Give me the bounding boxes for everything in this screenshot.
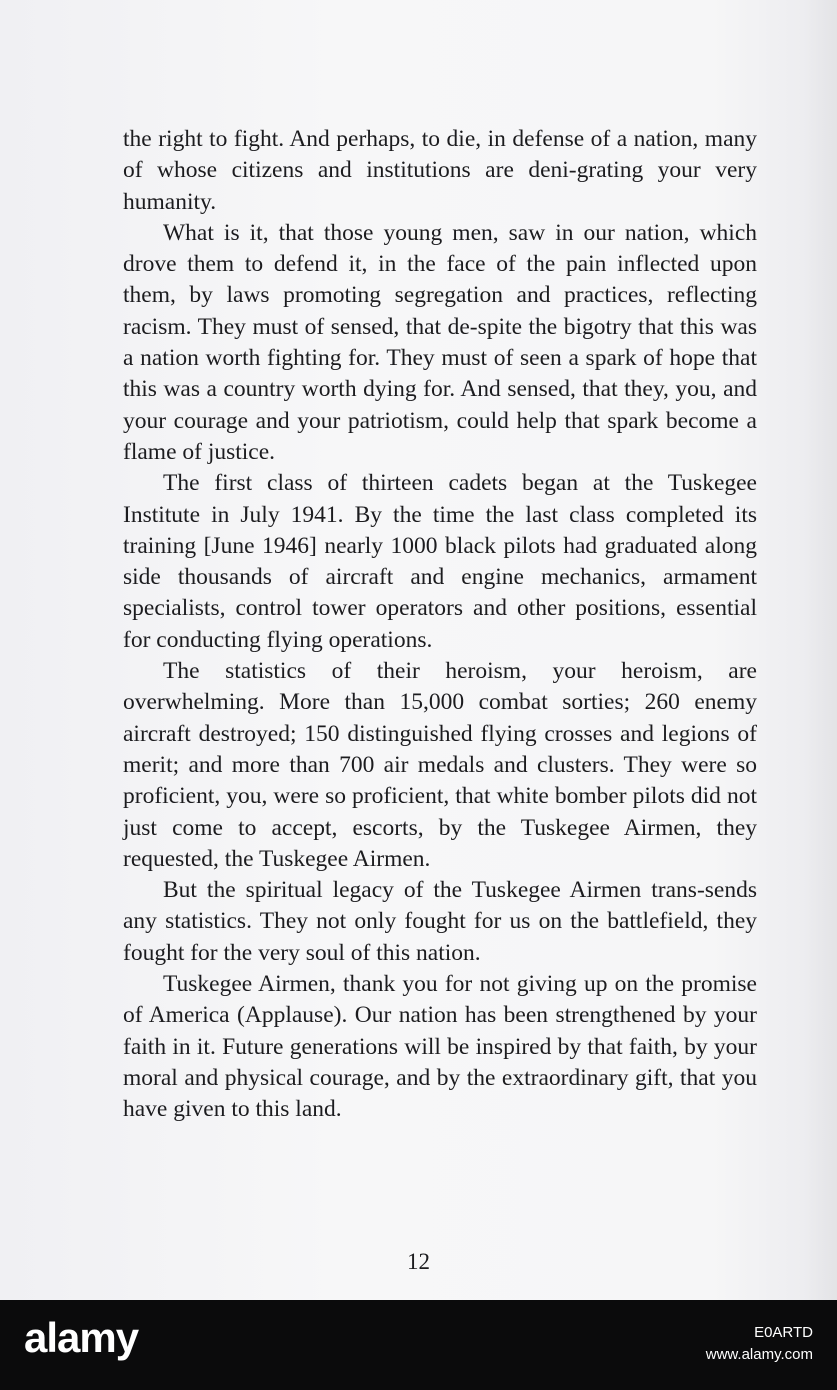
paragraph-3: The first class of thirteen cadets began at the Tuskegee Institute in July 1941. By the time the last class completed its training [June 1946] nearly 1000 black pilots had graduated along side thousands of aircraft and engine mechanics, armament specialists, control tower operators and other positions, essential for conducting flying operations. <box>123 470 757 653</box>
paragraph-4: The statistics of their heroism, your heroism, are overwhelming. More than 15,000 combat sorties; 260 enemy aircraft destroyed; 150 distinguished flying crosses and legions of merit; and more than 700 air medals and clusters. They were so proficient, you, were so proficient, that white bomber pilots did not just come to accept, escorts, by the Tuskegee Airmen, they requested, the Tuskegee Airmen. <box>123 658 757 872</box>
paragraph-6: Tuskegee Airmen, thank you for not giving up on the promise of America (Applause). Our nation has been strengthened by your faith in it. Future generations will be inspired by that faith, by your moral and physical courage, and by the extraordinary gift, that you have given to this land. <box>123 971 757 1123</box>
paragraph-1: the right to fight. And perhaps, to die, in defense of a nation, many of whose citizens and institutions are deni-grating your very humanity. <box>123 126 757 215</box>
alamy-logo: alamy <box>24 1314 139 1361</box>
watermark-footer <box>0 1300 837 1390</box>
page-number: 12 <box>407 1249 430 1274</box>
image-id-block <box>706 1322 813 1366</box>
image-id: E0ARTD <box>754 1324 813 1341</box>
site-url: www.alamy.com <box>705 1346 813 1363</box>
paragraph-2: What is it, that those young men, saw in our nation, which drove them to defend it, in the face of the pain inflected upon them, by laws promoting segregation and practices, reflecting racism. They must of sensed, that de-spite the bigotry that this was a nation worth fighting for. They must of seen a spark of hope that this was a country worth dying for. And sensed, that they, you, and your courage and your patriotism, could help that spark become a flame of justice. <box>123 219 757 465</box>
paragraph-5: But the spiritual legacy of the Tuskegee Airmen trans-sends any statistics. They not only fought for us on the battlefield, they fought for the very soul of this nation. <box>123 877 757 966</box>
page-body <box>123 124 757 1126</box>
